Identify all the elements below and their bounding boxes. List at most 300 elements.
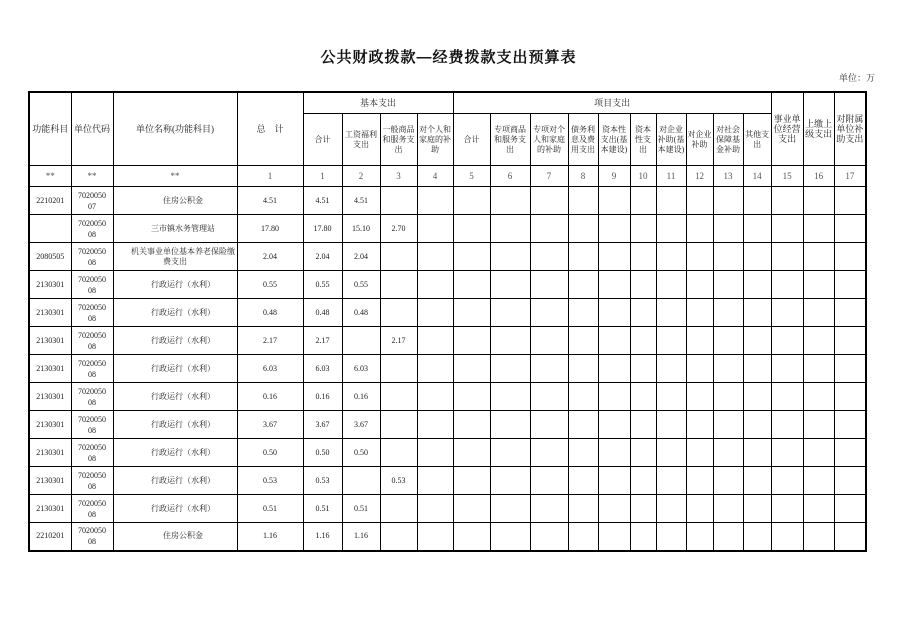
empty-value-cell [686,467,713,495]
salary-welfare-cell: 15.10 [342,215,380,243]
basic-total-cell: 0.53 [303,467,342,495]
goods-services-cell [380,355,417,383]
empty-value-cell [490,299,530,327]
column-header: 一般商品和服务支出 [380,114,417,166]
salary-welfare-cell: 0.48 [342,299,380,327]
basic-total-cell: 3.67 [303,411,342,439]
col-header-unit-code: 单位代码 [71,92,113,166]
empty-value-cell [803,523,834,551]
unit-name-cell: 三市镇水务管理站 [113,215,237,243]
salary-welfare-cell: 2.04 [342,243,380,271]
grand-total-cell: 0.50 [237,439,303,467]
table-row [29,439,866,467]
column-index: 13 [713,166,743,187]
basic-total-cell: 1.16 [303,523,342,551]
empty-value-cell [713,467,743,495]
basic-total-cell: 0.55 [303,271,342,299]
func-code-cell: 2130301 [29,355,71,383]
func-code-cell: 2130301 [29,327,71,355]
unit-code-cell: 7020050 08 [71,271,113,299]
empty-value-cell [530,271,568,299]
basic-total-cell: 0.51 [303,495,342,523]
empty-value-cell [453,355,490,383]
grand-total-cell: 2.17 [237,327,303,355]
table-row [29,355,866,383]
empty-value-cell [743,243,771,271]
column-index: 10 [630,166,656,187]
salary-welfare-cell [342,327,380,355]
empty-value-cell [803,383,834,411]
unit-code-cell: 7020050 07 [71,187,113,215]
salary-welfare-cell: 3.67 [342,411,380,439]
empty-value-cell [530,215,568,243]
column-index: 16 [803,166,834,187]
grand-total-cell: 4.51 [237,187,303,215]
unit-name-cell: 行政运行（水利） [113,299,237,327]
empty-value-cell [630,355,656,383]
column-index: 17 [834,166,866,187]
personal-family-subsidy-cell [417,495,453,523]
col-header-subsidiary-subsidy: 对附属单位补助支出 [834,92,866,166]
personal-family-subsidy-cell [417,523,453,551]
empty-value-cell [568,355,598,383]
empty-value-cell [713,495,743,523]
empty-value-cell [568,327,598,355]
grand-total-cell: 2.04 [237,243,303,271]
empty-value-cell [630,467,656,495]
unit-code-cell: 7020050 08 [71,467,113,495]
empty-value-cell [713,243,743,271]
empty-value-cell [490,439,530,467]
empty-value-cell [598,411,630,439]
empty-value-cell [530,355,568,383]
empty-value-cell [598,383,630,411]
grand-total-cell: 1.16 [237,523,303,551]
column-index: 3 [380,166,417,187]
unit-name-cell: 行政运行（水利） [113,327,237,355]
empty-value-cell [530,467,568,495]
empty-value-cell [656,271,686,299]
personal-family-subsidy-cell [417,355,453,383]
empty-value-cell [803,187,834,215]
column-index: 5 [453,166,490,187]
empty-value-cell [771,187,803,215]
empty-value-cell [598,439,630,467]
empty-value-cell [490,327,530,355]
empty-value-cell [656,187,686,215]
empty-value-cell [686,383,713,411]
grand-total-cell: 17.80 [237,215,303,243]
unit-name-cell: 机关事业单位基本养老保险缴费支出 [113,243,237,271]
empty-value-cell [743,327,771,355]
basic-total-cell: 17.80 [303,215,342,243]
empty-value-cell [686,523,713,551]
func-code-cell: 2210201 [29,187,71,215]
empty-value-cell [530,187,568,215]
goods-services-cell [380,523,417,551]
empty-value-cell [713,271,743,299]
grand-total-cell: 0.48 [237,299,303,327]
empty-value-cell [453,411,490,439]
table-row [29,243,866,271]
table-row [29,383,866,411]
column-index: ** [113,166,237,187]
empty-value-cell [713,299,743,327]
goods-services-cell [380,439,417,467]
func-code-cell: 2130301 [29,411,71,439]
empty-value-cell [490,523,530,551]
empty-value-cell [490,355,530,383]
empty-value-cell [686,299,713,327]
empty-value-cell [530,523,568,551]
empty-value-cell [656,299,686,327]
empty-value-cell [630,495,656,523]
empty-value-cell [453,467,490,495]
func-code-cell [29,215,71,243]
unit-code-cell: 7020050 08 [71,439,113,467]
personal-family-subsidy-cell [417,383,453,411]
basic-total-cell: 2.17 [303,327,342,355]
unit-code-cell: 7020050 08 [71,215,113,243]
empty-value-cell [834,523,866,551]
empty-value-cell [834,187,866,215]
empty-value-cell [490,495,530,523]
column-index: 1 [237,166,303,187]
personal-family-subsidy-cell [417,271,453,299]
empty-value-cell [598,215,630,243]
basic-total-cell: 0.50 [303,439,342,467]
personal-family-subsidy-cell [417,327,453,355]
empty-value-cell [686,439,713,467]
basic-total-cell: 2.04 [303,243,342,271]
empty-value-cell [568,467,598,495]
empty-value-cell [771,523,803,551]
unit-name-cell: 行政运行（水利） [113,439,237,467]
empty-value-cell [490,243,530,271]
table-row [29,271,866,299]
empty-value-cell [490,467,530,495]
empty-value-cell [530,299,568,327]
salary-welfare-cell: 0.51 [342,495,380,523]
basic-total-cell: 0.16 [303,383,342,411]
empty-value-cell [743,215,771,243]
salary-welfare-cell: 0.16 [342,383,380,411]
func-code-cell: 2130301 [29,467,71,495]
empty-value-cell [453,327,490,355]
table-row [29,187,866,215]
column-header: 专项商品和服务支出 [490,114,530,166]
empty-value-cell [771,355,803,383]
empty-value-cell [568,523,598,551]
column-header: 合计 [453,114,490,166]
empty-value-cell [686,271,713,299]
column-index: 15 [771,166,803,187]
unit-name-cell: 行政运行（水利） [113,467,237,495]
column-index: 6 [490,166,530,187]
empty-value-cell [834,411,866,439]
column-index: 7 [530,166,568,187]
column-index: 8 [568,166,598,187]
empty-value-cell [743,495,771,523]
goods-services-cell: 0.53 [380,467,417,495]
empty-value-cell [771,439,803,467]
empty-value-cell [713,523,743,551]
unit-name-cell: 行政运行（水利） [113,495,237,523]
col-header-unit-name: 单位名称(功能科目) [113,92,237,166]
col-header-upward-remittance: 上缴上级支出 [803,92,834,166]
empty-value-cell [490,187,530,215]
empty-value-cell [630,439,656,467]
empty-value-cell [630,299,656,327]
empty-value-cell [743,411,771,439]
salary-welfare-cell: 0.55 [342,271,380,299]
salary-welfare-cell: 1.16 [342,523,380,551]
unit-name-cell: 行政运行（水利） [113,355,237,383]
empty-value-cell [713,383,743,411]
basic-total-cell: 4.51 [303,187,342,215]
func-code-cell: 2130301 [29,299,71,327]
empty-value-cell [656,495,686,523]
empty-value-cell [743,271,771,299]
empty-value-cell [834,327,866,355]
table-row [29,215,866,243]
empty-value-cell [803,355,834,383]
empty-value-cell [743,383,771,411]
col-header-grand-total: 总 计 [237,92,303,166]
empty-value-cell [453,383,490,411]
grand-total-cell: 0.53 [237,467,303,495]
empty-value-cell [656,383,686,411]
goods-services-cell [380,495,417,523]
table-row [29,495,866,523]
empty-value-cell [453,439,490,467]
unit-code-cell: 7020050 08 [71,299,113,327]
empty-value-cell [686,243,713,271]
empty-value-cell [803,467,834,495]
column-header: 合计 [303,114,342,166]
empty-value-cell [803,495,834,523]
salary-welfare-cell: 4.51 [342,187,380,215]
empty-value-cell [656,243,686,271]
empty-value-cell [490,215,530,243]
func-code-cell: 2210201 [29,523,71,551]
unit-code-cell: 7020050 08 [71,523,113,551]
basic-total-cell: 0.48 [303,299,342,327]
personal-family-subsidy-cell [417,299,453,327]
empty-value-cell [771,243,803,271]
empty-value-cell [771,271,803,299]
empty-value-cell [686,327,713,355]
grand-total-cell: 3.67 [237,411,303,439]
salary-welfare-cell: 0.50 [342,439,380,467]
empty-value-cell [771,411,803,439]
empty-value-cell [771,383,803,411]
empty-value-cell [834,439,866,467]
personal-family-subsidy-cell [417,187,453,215]
empty-value-cell [630,383,656,411]
empty-value-cell [453,187,490,215]
unit-code-cell: 7020050 08 [71,495,113,523]
empty-value-cell [598,523,630,551]
empty-value-cell [530,383,568,411]
empty-value-cell [771,215,803,243]
personal-family-subsidy-cell [417,411,453,439]
empty-value-cell [834,243,866,271]
empty-value-cell [490,271,530,299]
unit-name-cell: 行政运行（水利） [113,411,237,439]
empty-value-cell [803,411,834,439]
empty-value-cell [598,187,630,215]
group-header-project-expenditure: 项目支出 [453,92,771,114]
empty-value-cell [530,439,568,467]
empty-value-cell [713,439,743,467]
page-title: 公共财政拨款—经费拨款支出预算表 [320,49,577,66]
goods-services-cell [380,411,417,439]
empty-value-cell [803,271,834,299]
empty-value-cell [530,243,568,271]
empty-value-cell [568,439,598,467]
empty-value-cell [834,271,866,299]
empty-value-cell [598,299,630,327]
empty-value-cell [686,215,713,243]
empty-value-cell [656,215,686,243]
empty-value-cell [656,327,686,355]
empty-value-cell [656,523,686,551]
group-header-basic-expenditure: 基本支出 [303,92,453,114]
personal-family-subsidy-cell [417,467,453,495]
empty-value-cell [490,383,530,411]
empty-value-cell [686,187,713,215]
func-code-cell: 2130301 [29,271,71,299]
empty-value-cell [686,355,713,383]
column-index-row [29,166,866,187]
personal-family-subsidy-cell [417,243,453,271]
column-index: 9 [598,166,630,187]
column-header: 其他支出 [743,114,771,166]
empty-value-cell [630,523,656,551]
empty-value-cell [834,383,866,411]
column-header: 资本性支出 [630,114,656,166]
empty-value-cell [598,271,630,299]
table-row [29,467,866,495]
unit-code-cell: 7020050 08 [71,383,113,411]
table-row [29,523,866,551]
unit-name-cell: 行政运行（水利） [113,383,237,411]
column-index: ** [71,166,113,187]
empty-value-cell [803,215,834,243]
table-body [29,187,866,551]
empty-value-cell [568,383,598,411]
empty-value-cell [530,495,568,523]
empty-value-cell [771,327,803,355]
empty-value-cell [453,243,490,271]
grand-total-cell: 6.03 [237,355,303,383]
basic-total-cell: 6.03 [303,355,342,383]
empty-value-cell [630,411,656,439]
func-code-cell: 2080505 [29,243,71,271]
empty-value-cell [834,495,866,523]
empty-value-cell [743,467,771,495]
empty-value-cell [771,495,803,523]
empty-value-cell [713,327,743,355]
empty-value-cell [598,327,630,355]
unit-name-cell: 住房公积金 [113,523,237,551]
empty-value-cell [598,243,630,271]
empty-value-cell [568,495,598,523]
empty-value-cell [771,467,803,495]
empty-value-cell [713,411,743,439]
empty-value-cell [598,467,630,495]
salary-welfare-cell [342,467,380,495]
goods-services-cell [380,383,417,411]
grand-total-cell: 0.16 [237,383,303,411]
unit-code-cell: 7020050 08 [71,355,113,383]
empty-value-cell [656,467,686,495]
empty-value-cell [630,327,656,355]
empty-value-cell [530,411,568,439]
grand-total-cell: 0.55 [237,271,303,299]
column-header: 对企业补助(基本建设) [656,114,686,166]
empty-value-cell [453,271,490,299]
unit-code-cell: 7020050 08 [71,327,113,355]
empty-value-cell [656,355,686,383]
empty-value-cell [834,355,866,383]
table-row [29,327,866,355]
empty-value-cell [803,439,834,467]
column-header: 对个人和家庭的补助 [417,114,453,166]
empty-value-cell [713,215,743,243]
empty-value-cell [568,215,598,243]
column-header: 专项对个人和家庭的补助 [530,114,568,166]
empty-value-cell [490,411,530,439]
grand-total-cell: 0.51 [237,495,303,523]
empty-value-cell [803,243,834,271]
empty-value-cell [771,299,803,327]
column-header: 债务利息及费用支出 [568,114,598,166]
goods-services-cell: 2.17 [380,327,417,355]
empty-value-cell [568,271,598,299]
empty-value-cell [713,187,743,215]
col-header-business-operation: 事业单位经营支出 [771,92,803,166]
column-index: 1 [303,166,342,187]
empty-value-cell [568,187,598,215]
empty-value-cell [453,299,490,327]
col-header-func-subject: 功能科目 [29,92,71,166]
empty-value-cell [834,299,866,327]
empty-value-cell [630,271,656,299]
empty-value-cell [630,187,656,215]
empty-value-cell [630,243,656,271]
column-header: 资本性支出(基本建设) [598,114,630,166]
column-index: 12 [686,166,713,187]
unit-name-cell: 行政运行（水利） [113,271,237,299]
empty-value-cell [743,187,771,215]
unit-code-cell: 7020050 08 [71,243,113,271]
column-index: 2 [342,166,380,187]
empty-value-cell [598,495,630,523]
func-code-cell: 2130301 [29,495,71,523]
column-header: 工资福利支出 [342,114,380,166]
empty-value-cell [743,523,771,551]
column-index: 11 [656,166,686,187]
budget-table [28,91,867,552]
func-code-cell: 2130301 [29,439,71,467]
empty-value-cell [568,411,598,439]
unit-note: 单位：万 [838,73,875,83]
empty-value-cell [803,299,834,327]
personal-family-subsidy-cell [417,215,453,243]
column-index: 4 [417,166,453,187]
